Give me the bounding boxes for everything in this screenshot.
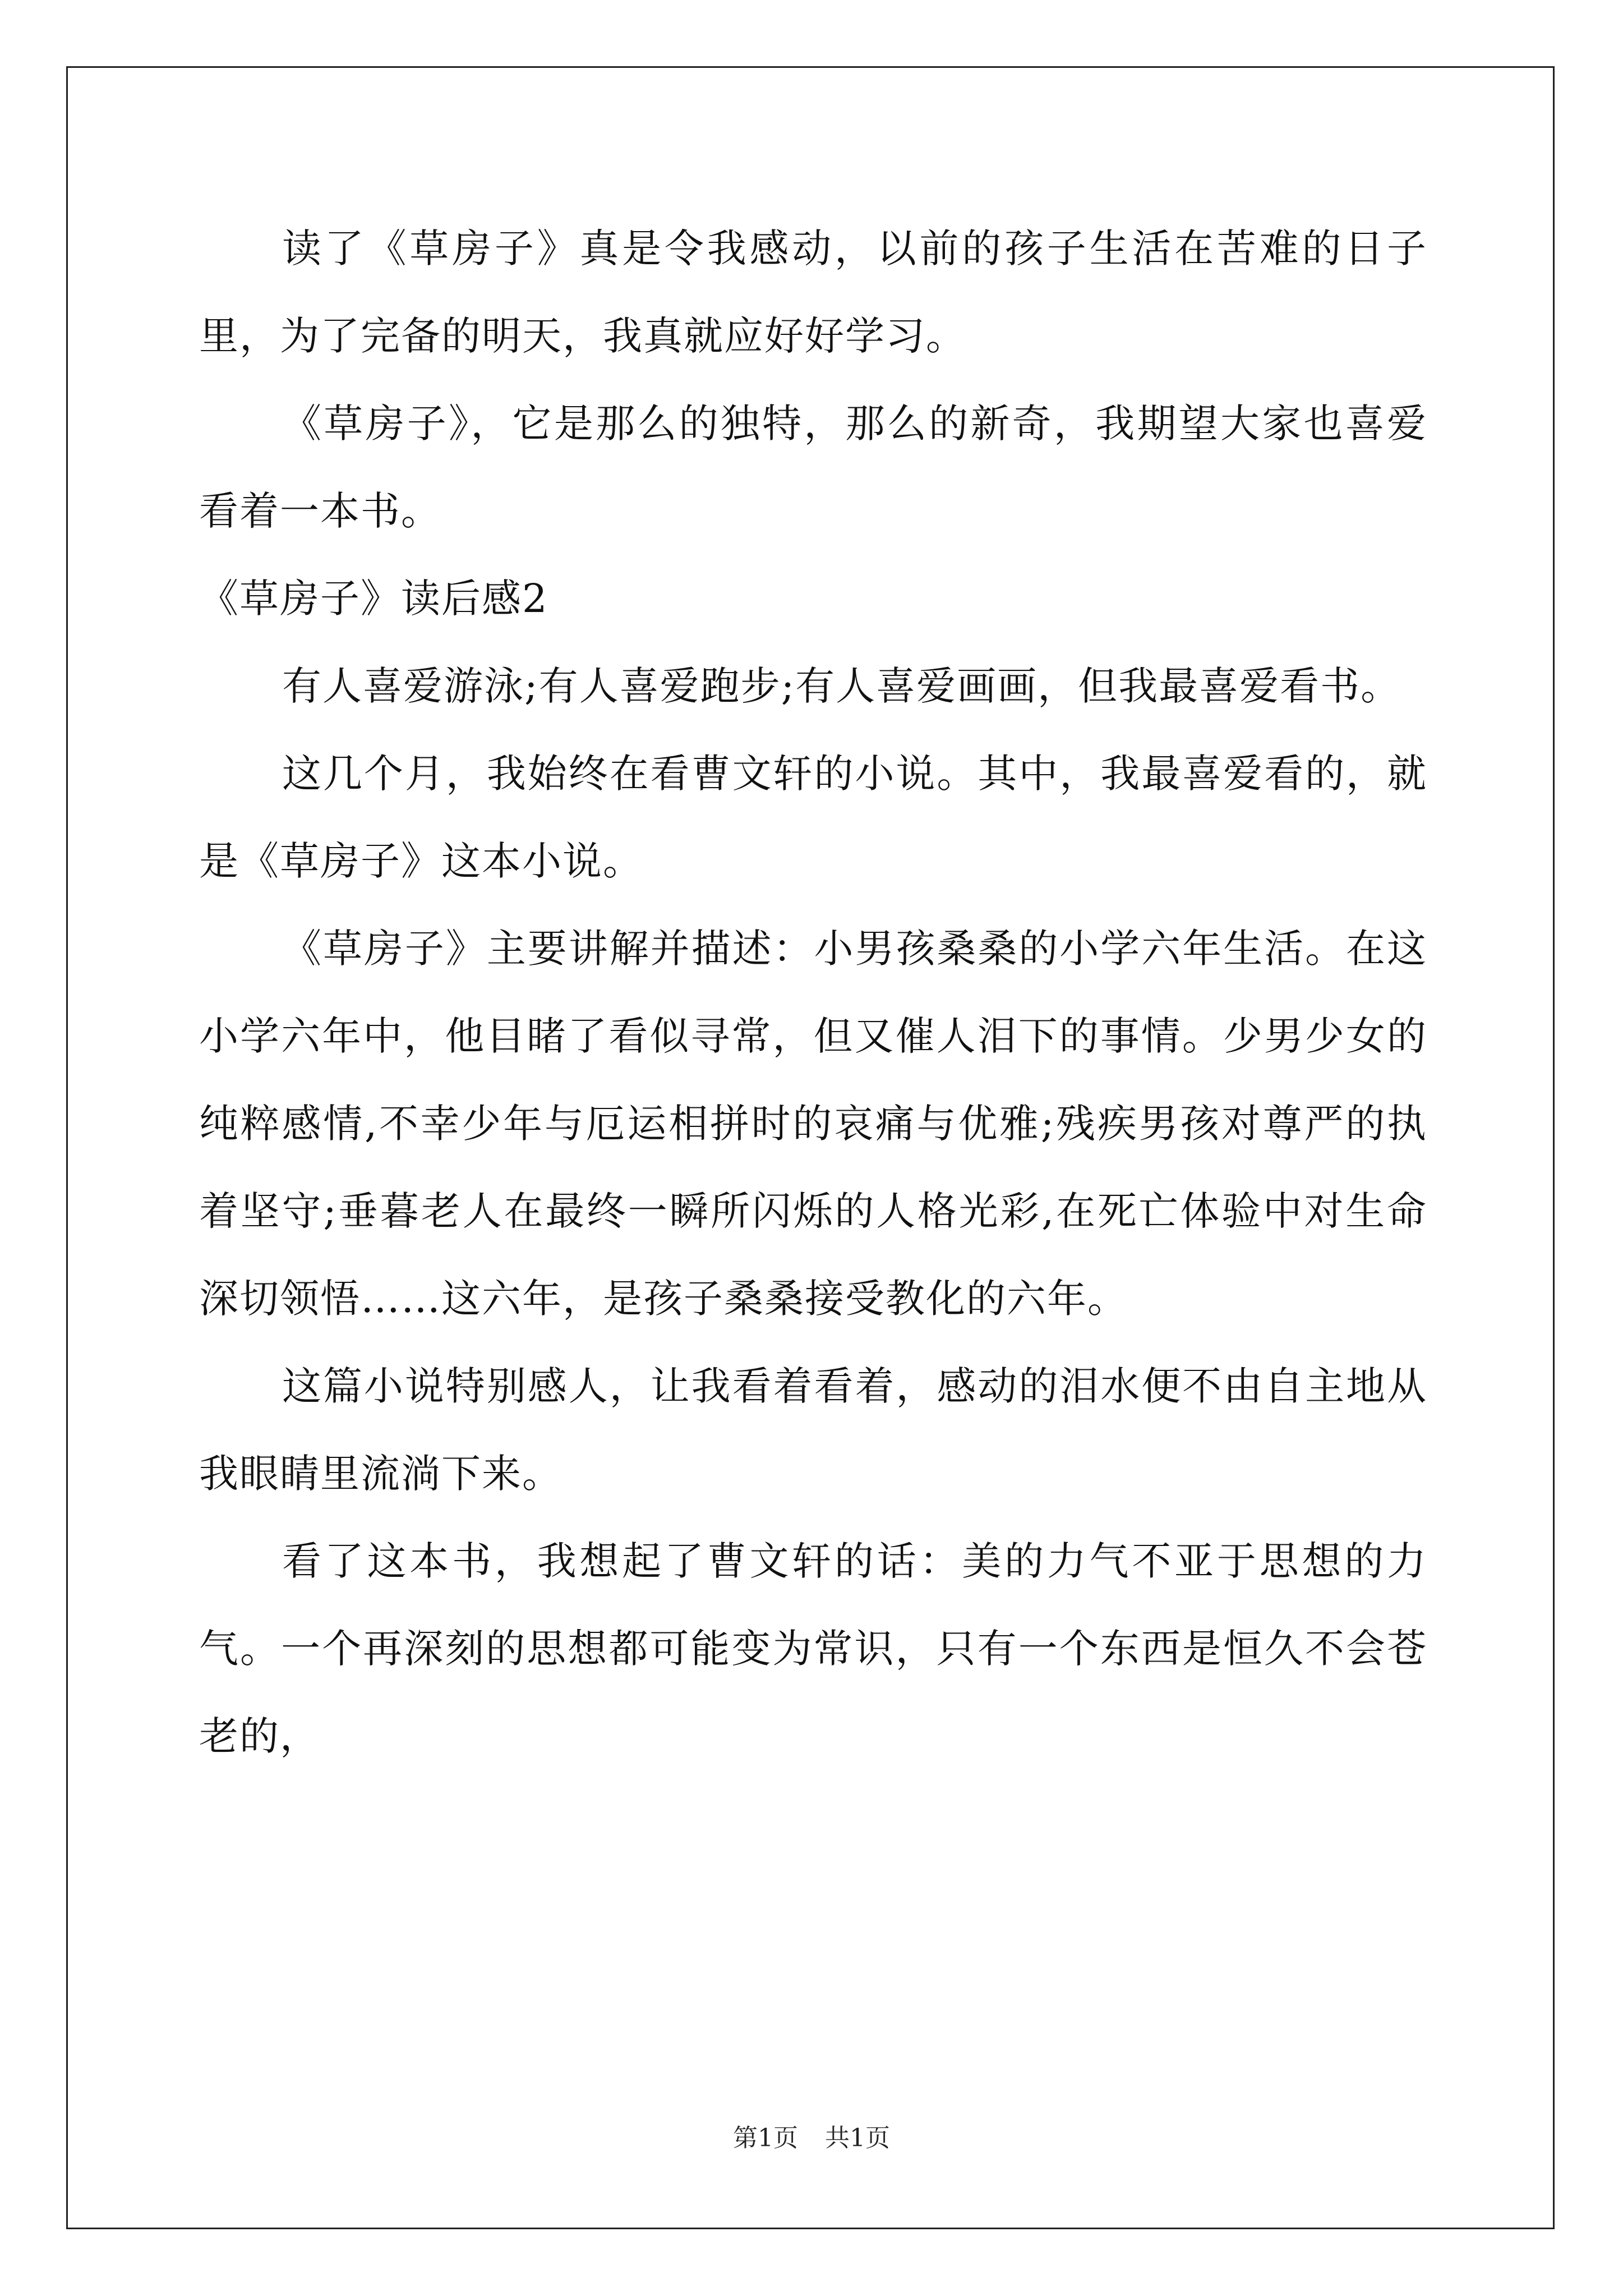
paragraph: 读了《草房子》真是令我感动，以前的孩子生活在苦难的日子里，为了完备的明天，我真就应好好学习。 <box>199 226 1427 359</box>
page-total: 共1页 <box>825 2124 890 2152</box>
paragraph: 《草房子》主要讲解并描述：小男孩桑桑的小学六年生活。在这小学六年中，他目睹了看似寻常，但又催人泪下的事情。少男少女的纯粹感情,不幸少年与厄运相拼时的哀痛与优雅;残疾男孩对尊严的执着坚守;垂暮老人在最终一瞬所闪烁的人格光彩,在死亡体验中对生命深切领悟……这六年，是孩子桑桑接受教化的六年。 <box>199 926 1427 1322</box>
paragraph: 《草房子》，它是那么的独特，那么的新奇，我期望大家也喜爱看着一本书。 <box>199 401 1427 534</box>
paragraph: 看了这本书，我想起了曹文轩的话：美的力气不亚于思想的力气。一个再深刻的思想都可能变为常识，只有一个东西是恒久不会苍老的， <box>199 1538 1427 1759</box>
page-footer <box>0 2118 1623 2154</box>
page-number: 第1页 <box>733 2124 798 2152</box>
paragraph: 有人喜爱游泳;有人喜爱跑步;有人喜爱画画，但我最喜爱看书。 <box>282 663 1401 709</box>
paragraph: 这几个月，我始终在看曹文轩的小说。其中，我最喜爱看的，就是《草房子》这本小说。 <box>199 751 1427 884</box>
paragraph: 这篇小说特别感人，让我看着看着，感动的泪水便不由自主地从我眼睛里流淌下来。 <box>199 1363 1427 1497</box>
document-body <box>199 205 1427 1780</box>
section-heading: 《草房子》读后感2 <box>199 576 548 622</box>
